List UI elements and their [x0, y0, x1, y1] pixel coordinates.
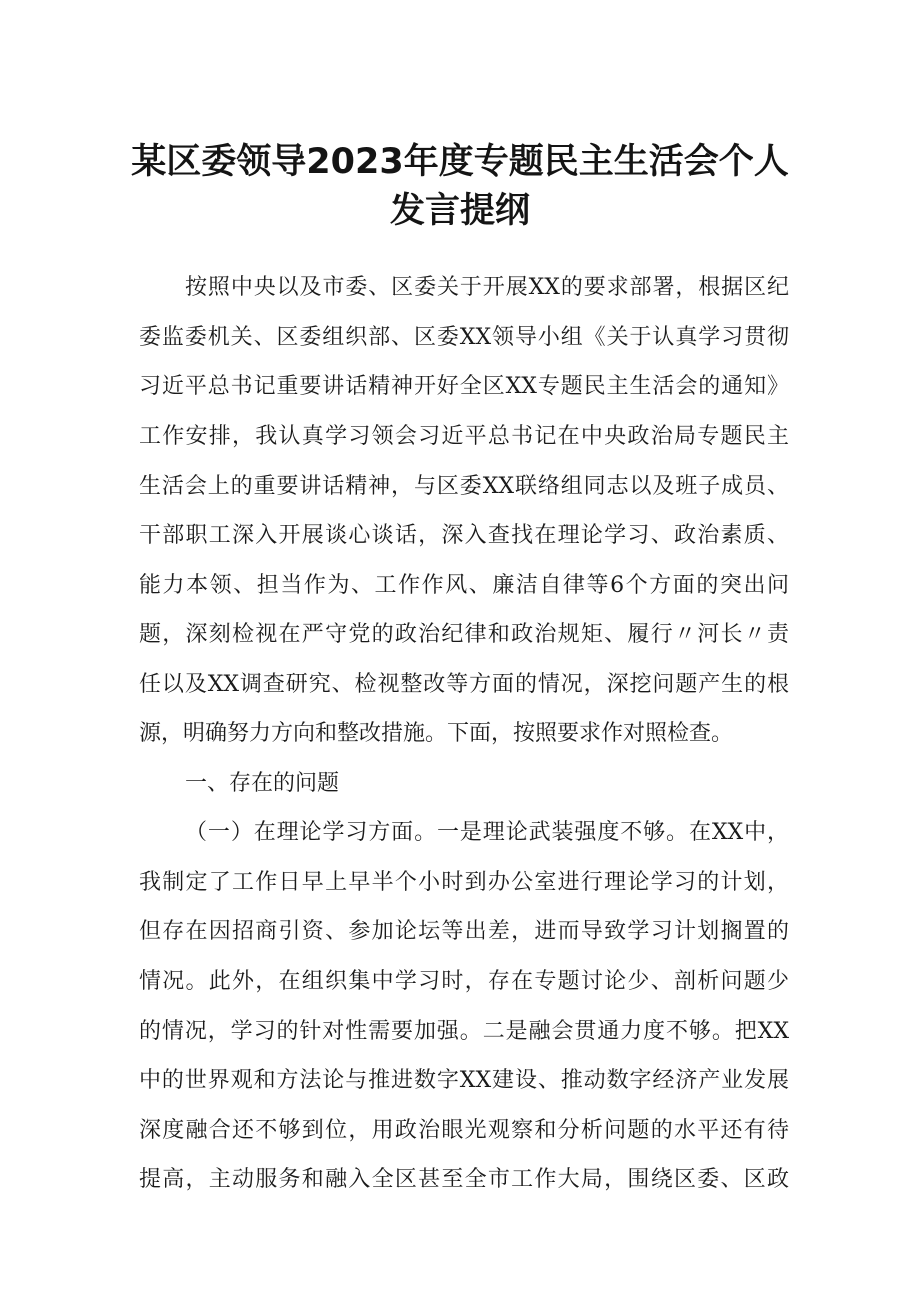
document-title-line-1: 某区委领导2023年度专题民主生活会个人 [131, 142, 789, 182]
body-line: 但存在因招商引资、参加论坛等出差，进而导致学习计划搁置的 [139, 919, 789, 944]
intro-line: 习近平总书记重要讲话精神开好全区XX专题民主生活会的通知》 [139, 374, 789, 399]
body-line: 的情况，学习的针对性需要加强。二是融会贯通力度不够。把XX [139, 1019, 789, 1044]
body-line: 我制定了工作日早上早半个小时到办公室进行理论学习的计划， [139, 870, 789, 895]
section-heading: 一、存在的问题 [185, 771, 340, 796]
document-title-line-2: 发言提纲 [389, 191, 530, 231]
intro-line: 题，深刻检视在严守党的政治纪律和政治规矩、履行〃河长〃责 [139, 622, 789, 647]
intro-line: 源，明确努力方向和整改措施。下面，按照要求作对照检查。 [139, 721, 734, 746]
intro-line: 委监委机关、区委组织部、区委XX领导小组《关于认真学习贯彻 [139, 325, 789, 350]
intro-line: 工作安排，我认真学习领会习近平总书记在中央政治局专题民主 [139, 424, 789, 449]
intro-line: 按照中央以及市委、区委关于开展XX的要求部署，根据区纪 [185, 275, 789, 300]
body-line: 中的世界观和方法论与推进数字XX建设、推动数字经济产业发展 [139, 1068, 789, 1093]
body-line: （一）在理论学习方面。一是理论武装强度不够。在XX中， [185, 820, 789, 845]
intro-line: 干部职工深入开展谈心谈话，深入查找在理论学习、政治素质、 [139, 523, 789, 548]
body-line: 深度融合还不够到位，用政治眼光观察和分析问题的水平还有待 [139, 1118, 789, 1143]
body-line: 情况。此外，在组织集中学习时，存在专题讨论少、剖析问题少 [139, 969, 789, 994]
intro-line: 生活会上的重要讲话精神，与区委XX联络组同志以及班子成员、 [139, 474, 789, 499]
body-line: 提高，主动服务和融入全区甚至全市工作大局，围绕区委、区政 [139, 1167, 789, 1192]
intro-line: 能力本领、担当作为、工作作风、廉洁自律等6个方面的突出问 [139, 573, 789, 598]
intro-line: 任以及XX调查研究、检视整改等方面的情况，深挖问题产生的根 [139, 672, 789, 697]
